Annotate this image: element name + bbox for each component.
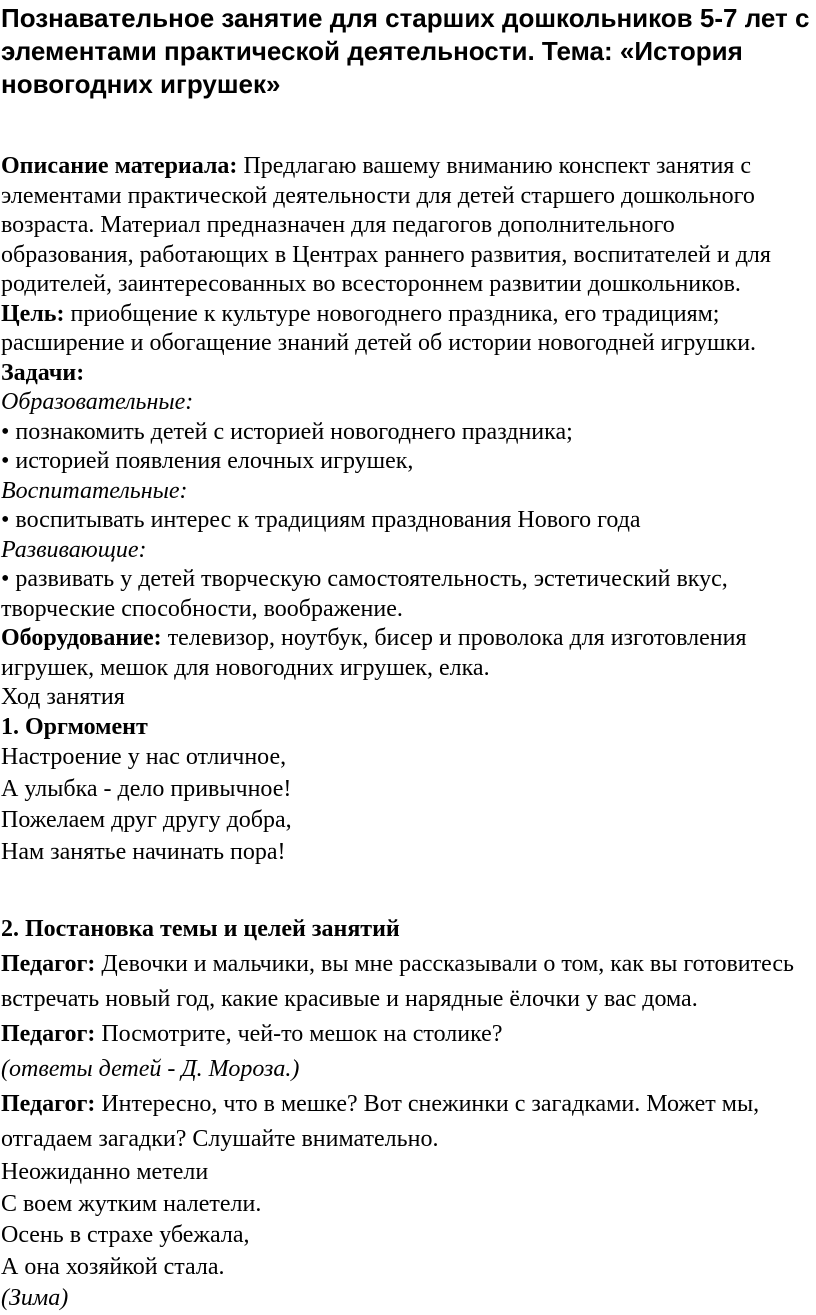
list-item: • воспитывать интерес к традициям празднования Нового года — [1, 507, 641, 533]
list-item: • познакомить детей с историей новогоднего праздника; — [1, 418, 573, 445]
poem-line: Осень в страхе убежала, — [1, 1222, 250, 1248]
equipment-text: телевизор, ноутбук, бисер и проволока для изготовления игрушек, мешок для новогодних игрушек, елка. — [1, 625, 747, 681]
poem-line: Нам занятье начинать пора! — [1, 838, 286, 865]
teacher-text: Посмотрите, чей-то мешок на столике? — [95, 1021, 503, 1047]
document-title: Познавательное занятие для старших дошкольников 5-7 лет с элементами практической деятельности. Тема: «История новогодних игрушек» — [1, 3, 810, 99]
goal-label: Цель: — [1, 300, 65, 327]
section2-heading: 2. Постановка темы и целей занятий — [1, 916, 400, 942]
description-paragraph — [1, 152, 813, 300]
teacher-text: Интересно, что в мешке? Вот снежинки с загадками. Может мы, отгадаем загадки? Слушайте внимательно. — [1, 1091, 760, 1152]
section1-heading: 1. Оргмомент — [1, 713, 148, 740]
list-item: • развивать у детей творческую самостоятельность, эстетический вкус, творческие способности, воображение. — [1, 566, 728, 622]
poem-line: Пожелаем друг другу добра, — [1, 807, 292, 833]
tasks-heading: Задачи: — [1, 359, 85, 386]
section2 — [1, 912, 813, 1157]
upbringing-heading: Воспитательные: — [1, 477, 188, 504]
document-body — [1, 152, 813, 1315]
developing-heading: Развивающие: — [1, 536, 147, 563]
riddle-answer: (Зима) — [1, 1285, 69, 1311]
goal-text: приобщение к культуре новогоднего праздника, его традициям; расширение и обогащение знаний детей об истории новогодней игрушки. — [1, 300, 757, 356]
greeting-poem — [1, 742, 813, 868]
teacher-text: Девочки и мальчики, вы мне рассказывали о том, как вы готовитесь встречать новый год, какие красивые и нарядные ёлочки у вас дома. — [1, 951, 794, 1012]
teacher-label: Педагог: — [1, 1091, 96, 1117]
spacer — [1, 868, 813, 912]
poem-line: А она хозяйкой стала. — [1, 1253, 225, 1280]
poem-line: С воем жутким налетели. — [1, 1190, 262, 1217]
children-answer: (ответы детей - Д. Мороза.) — [1, 1056, 300, 1082]
equipment-paragraph — [1, 624, 813, 683]
equipment-label: Оборудование: — [1, 625, 162, 651]
teacher-line — [1, 1087, 813, 1157]
goal-paragraph — [1, 300, 813, 359]
teacher-line — [1, 947, 813, 1017]
poem-line: Неожиданно метели — [1, 1159, 209, 1185]
poem-line: А улыбка - дело привычное! — [1, 775, 292, 802]
teacher-label: Педагог: — [1, 951, 96, 977]
educational-heading: Образовательные: — [1, 389, 194, 415]
poem-line: Настроение у нас отличное, — [1, 744, 287, 770]
description-label: Описание материала: — [1, 153, 238, 179]
teacher-line — [1, 1017, 813, 1052]
lesson-flow-heading: Ход занятия — [1, 684, 125, 710]
teacher-label: Педагог: — [1, 1021, 96, 1047]
riddle-poem — [1, 1157, 813, 1315]
description-text: Предлагаю вашему вниманию конспект занятия с элементами практической деятельности для детей старшего дошкольного возраста. Материал предназначен для педагогов дополнительного образования, работающих в Центрах раннего развития, воспитателей и для родителей, заинтересованных во всестороннем развитии дошкольников. — [1, 153, 771, 297]
list-item: • историей появления елочных игрушек, — [1, 448, 414, 474]
